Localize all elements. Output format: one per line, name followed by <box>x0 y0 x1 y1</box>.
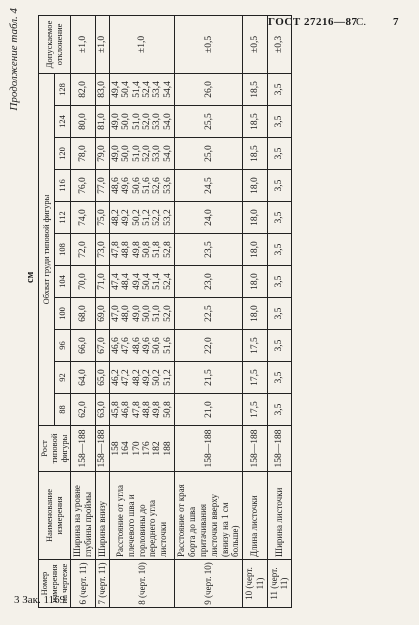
value-cell: 18,0 <box>243 234 268 266</box>
value-cell: 81,0 <box>95 106 109 138</box>
value: 48,4 <box>121 273 132 290</box>
value-cell: 24,5 <box>175 170 243 202</box>
girth-header: 92 <box>55 362 71 394</box>
value: 51,0 <box>131 145 142 162</box>
value: 50,0 <box>121 113 132 130</box>
print-order-footer: 3 Зак. 1169 <box>14 594 66 606</box>
value-cell: 63,0 <box>95 394 109 426</box>
value-cell: 69,0 <box>95 298 109 330</box>
value-cell: 21,5 <box>175 362 243 394</box>
allowance-cell: ±1,0 <box>109 15 175 73</box>
value: 48,2 <box>131 369 142 386</box>
value-cell: 3,5 <box>267 73 292 105</box>
value: 49,6 <box>142 337 152 354</box>
value-cell <box>109 73 175 105</box>
value-cell: 3,5 <box>267 106 292 138</box>
table-row <box>243 15 268 607</box>
value: 54,4 <box>162 81 173 98</box>
value-cell: 71,0 <box>95 266 109 298</box>
value: 51,8 <box>152 241 163 258</box>
value-cell <box>109 266 175 298</box>
value: 49,0 <box>131 305 142 322</box>
value: 51,2 <box>162 369 173 386</box>
height-cell: 158—188 <box>175 426 243 472</box>
height-value: 158 <box>110 441 121 456</box>
value-cell: 70,0 <box>71 266 96 298</box>
value-cell: 24,0 <box>175 202 243 234</box>
value-cell: 17,5 <box>243 362 268 394</box>
value: 54,0 <box>162 113 173 130</box>
measurement-number: 7 (черт. 11) <box>95 560 109 608</box>
value: 49,8 <box>131 241 142 258</box>
girth-header: 116 <box>55 170 71 202</box>
value: 53,4 <box>152 81 163 98</box>
value-cell <box>109 234 175 266</box>
value-cell: 3,5 <box>267 170 292 202</box>
value-cell: 62,0 <box>71 394 96 426</box>
value: 47,2 <box>121 369 132 386</box>
value: 52,0 <box>142 145 152 162</box>
table-row <box>109 15 175 607</box>
value: 54,0 <box>162 145 173 162</box>
value: 50,2 <box>152 369 163 386</box>
value: 50,2 <box>131 209 142 226</box>
value-cell: 74,0 <box>71 202 96 234</box>
table-row <box>267 15 292 607</box>
page-label: С. <box>356 16 367 28</box>
value: 52,2 <box>152 209 163 226</box>
allowance-cell: ±0,5 <box>243 15 268 73</box>
value-cell <box>109 138 175 170</box>
height-value: 164 <box>121 441 132 456</box>
value-cell: 3,5 <box>267 202 292 234</box>
value-cell: 18,0 <box>243 298 268 330</box>
height-value: 182 <box>152 441 163 456</box>
value: 47,4 <box>110 273 121 290</box>
value-cell: 67,0 <box>95 330 109 362</box>
value-cell: 3,5 <box>267 330 292 362</box>
value: 50,0 <box>121 145 132 162</box>
measurement-name: Ширина листочки <box>267 472 292 560</box>
value: 52,4 <box>142 81 152 98</box>
value: 50,6 <box>152 337 163 354</box>
value-cell: 3,5 <box>267 266 292 298</box>
height-cell: 158—188 <box>267 426 292 472</box>
value: 52,8 <box>162 241 173 258</box>
standard-title: ГОСТ 27216—87 <box>268 16 358 28</box>
value-cell: 18,0 <box>243 170 268 202</box>
measurement-name: Длина листочки <box>243 472 268 560</box>
height-value: 176 <box>142 441 152 456</box>
unit-label: см <box>25 271 36 283</box>
value-cell: 3,5 <box>267 362 292 394</box>
girth-header: 112 <box>55 202 71 234</box>
girth-header: 100 <box>55 298 71 330</box>
value-cell <box>109 106 175 138</box>
value-cell: 77,0 <box>95 170 109 202</box>
value: 52,6 <box>152 177 163 194</box>
value-cell: 23,0 <box>175 266 243 298</box>
girth-header: 128 <box>55 73 71 105</box>
value: 49,4 <box>131 273 142 290</box>
value-cell: 22,0 <box>175 330 243 362</box>
value-cell: 23,5 <box>175 234 243 266</box>
value-cell: 18,5 <box>243 106 268 138</box>
allowance-cell: ±0,5 <box>175 15 243 73</box>
value-cell: 73,0 <box>95 234 109 266</box>
value-cell <box>109 298 175 330</box>
girth-header: 108 <box>55 234 71 266</box>
value: 53,0 <box>152 145 163 162</box>
table-row <box>95 15 109 607</box>
value-cell: 75,0 <box>95 202 109 234</box>
measurement-number: 6 (черт. 11) <box>71 560 96 608</box>
value-cell: 64,0 <box>71 362 96 394</box>
allowance-cell: ±1,0 <box>95 15 109 73</box>
value-cell: 17,5 <box>243 330 268 362</box>
value: 49,2 <box>121 209 132 226</box>
value: 53,6 <box>162 177 173 194</box>
value: 53,0 <box>152 113 163 130</box>
measurement-name: Расстояние от края борта до шва притачивания листочки вверху (внизу на 1 см больше) <box>175 472 243 560</box>
rotated-table-area <box>10 8 410 608</box>
value: 47,8 <box>131 401 142 418</box>
value: 47,0 <box>110 305 121 322</box>
value: 48,0 <box>121 305 132 322</box>
value-cell: 82,0 <box>71 73 96 105</box>
value-cell: 22,5 <box>175 298 243 330</box>
value: 51,4 <box>152 273 163 290</box>
measurement-name: Расстояние от угла плечевого шва и горловины до переднего угла листочки <box>109 472 175 560</box>
value: 48,8 <box>121 241 132 258</box>
value-cell: 25,0 <box>175 138 243 170</box>
value-cell <box>109 170 175 202</box>
value-cell: 83,0 <box>95 73 109 105</box>
value-cell: 3,5 <box>267 394 292 426</box>
value: 50,8 <box>142 241 152 258</box>
header-code: Номер измерения на чертеже <box>39 560 71 608</box>
height-value: 188 <box>162 441 173 456</box>
header-name: Наименование измерения <box>39 472 71 560</box>
value: 51,6 <box>142 177 152 194</box>
value-cell: 68,0 <box>71 298 96 330</box>
value: 47,6 <box>121 337 132 354</box>
value: 49,6 <box>121 177 132 194</box>
value-cell: 25,5 <box>175 106 243 138</box>
measurement-number: 9 (черт. 10) <box>175 560 243 608</box>
girth-header: 124 <box>55 106 71 138</box>
girth-header: 88 <box>55 394 71 426</box>
value-cell: 76,0 <box>71 170 96 202</box>
value-cell: 80,0 <box>71 106 96 138</box>
value: 50,4 <box>142 273 152 290</box>
value: 51,2 <box>142 209 152 226</box>
value: 45,8 <box>110 401 121 418</box>
value: 48,8 <box>142 401 152 418</box>
value: 48,6 <box>131 337 142 354</box>
value: 50,0 <box>142 305 152 322</box>
header-height: Рост типовой фигуры <box>39 426 71 472</box>
value-cell: 72,0 <box>71 234 96 266</box>
value: 46,2 <box>110 369 121 386</box>
value-cell: 18,5 <box>243 73 268 105</box>
value-cell <box>109 362 175 394</box>
height-cell: 158—188 <box>71 426 96 472</box>
height-cell: 158—188 <box>95 426 109 472</box>
value: 53,2 <box>162 209 173 226</box>
value-cell: 21,0 <box>175 394 243 426</box>
value-cell: 26,0 <box>175 73 243 105</box>
value: 49,0 <box>110 113 121 130</box>
girth-header: 120 <box>55 138 71 170</box>
value: 50,4 <box>121 81 132 98</box>
measurement-number: 11 (черт. 11) <box>267 560 292 608</box>
value: 49,8 <box>152 401 163 418</box>
value-cell: 79,0 <box>95 138 109 170</box>
value: 48,2 <box>110 209 121 226</box>
measurements-table <box>38 15 292 608</box>
value: 51,0 <box>131 113 142 130</box>
value: 50,6 <box>131 177 142 194</box>
height-cell <box>109 426 175 472</box>
girth-header: 96 <box>55 330 71 362</box>
height-cell: 158—188 <box>243 426 268 472</box>
value-cell: 3,5 <box>267 234 292 266</box>
value: 52,0 <box>142 113 152 130</box>
value: 46,6 <box>110 337 121 354</box>
value-cell <box>109 394 175 426</box>
value-cell: 3,5 <box>267 138 292 170</box>
value: 52,0 <box>162 305 173 322</box>
value-cell <box>109 202 175 234</box>
table-row <box>175 15 243 607</box>
value-cell: 3,5 <box>267 298 292 330</box>
allowance-cell: ±0,3 <box>267 15 292 73</box>
value: 49,2 <box>142 369 152 386</box>
value-cell: 66,0 <box>71 330 96 362</box>
value: 50,8 <box>162 401 173 418</box>
value-cell: 65,0 <box>95 362 109 394</box>
table-row <box>71 15 96 607</box>
value-cell: 18,0 <box>243 266 268 298</box>
value: 51,6 <box>162 337 173 354</box>
value: 46,8 <box>121 401 132 418</box>
value: 51,4 <box>131 81 142 98</box>
measurement-number: 10 (черт. 11) <box>243 560 268 608</box>
value: 49,0 <box>110 145 121 162</box>
value-cell: 18,0 <box>243 202 268 234</box>
header-girth-group: Обхват груди типовой фигуры <box>39 73 55 425</box>
allowance-cell: ±1,0 <box>71 15 96 73</box>
value-cell <box>109 330 175 362</box>
value-cell: 18,5 <box>243 138 268 170</box>
value: 47,8 <box>110 241 121 258</box>
measurement-number: 8 (черт. 10) <box>109 560 175 608</box>
table-continuation-caption: Продолжение табл. 4 <box>8 8 20 111</box>
measurement-name: Ширина на уровне глубины проймы <box>71 472 96 560</box>
value-cell: 78,0 <box>71 138 96 170</box>
value-cell: 17,5 <box>243 394 268 426</box>
header-allowance: Допускаемое отклонение <box>39 15 71 73</box>
measurement-name: Ширина внизу <box>95 472 109 560</box>
value: 52,4 <box>162 273 173 290</box>
height-value: 170 <box>131 441 142 456</box>
girth-header: 104 <box>55 266 71 298</box>
value: 51,0 <box>152 305 163 322</box>
value: 48,6 <box>110 177 121 194</box>
value: 49,4 <box>110 81 121 98</box>
page-number: 7 <box>393 16 399 28</box>
